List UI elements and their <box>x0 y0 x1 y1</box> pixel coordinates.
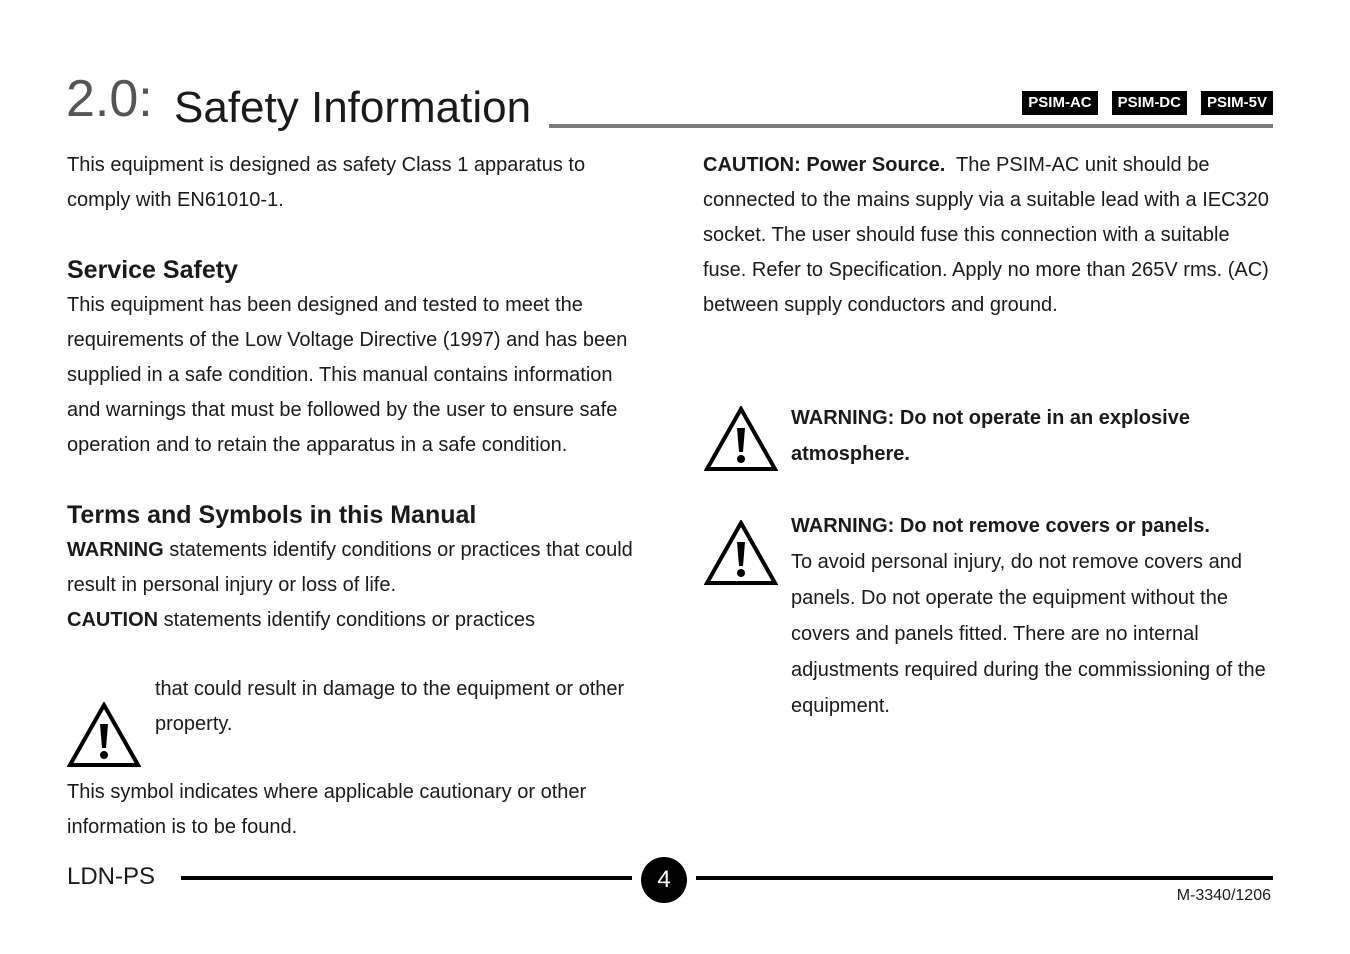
warning-triangle-icon <box>67 702 141 768</box>
badge-psim-5v: PSIM-5V <box>1201 91 1273 115</box>
header-divider <box>549 124 1273 128</box>
power-source-heading: CAUTION: Power Source. <box>703 154 946 176</box>
covers-panels-warning <box>791 508 1281 724</box>
intro-paragraph: This equipment is designed as safety Class 1 apparatus to comply with EN61010-1. <box>67 154 586 211</box>
service-safety-paragraph: This equipment has been designed and tested to meet the requirements of the Low Voltage Directive (1997) and has been supplied in a safe condition. This manual contains information and warnings that must be followed by the user to ensure safe operation and to retain the apparatus in a safe condition. <box>67 294 628 456</box>
warning-definition-text: statements identify conditions or practices that could result in personal injury or loss of life. <box>67 539 633 596</box>
covers-panels-text: To avoid personal injury, do not remove covers and panels. Do not operate the equipment without the covers and panels fitted. There are no internal adjustments required during the commissioning of the equipment. <box>791 551 1266 717</box>
explosive-atmosphere-warning: WARNING: Do not operate in an explosive atmosphere. <box>791 407 1190 465</box>
section-number: 2.0: <box>66 70 153 128</box>
product-name: LDN-PS <box>67 863 156 890</box>
badge-psim-ac: PSIM-AC <box>1022 91 1097 115</box>
caution-definition <box>67 603 637 638</box>
caution-definition-text: statements identify conditions or practices <box>158 609 535 631</box>
left-column <box>67 148 637 638</box>
caution-term: CAUTION <box>67 609 159 631</box>
warning-triangle-icon <box>704 520 778 586</box>
footer-divider <box>181 876 1273 880</box>
covers-panels-heading: WARNING: Do not remove covers or panels. <box>791 515 1210 537</box>
warning-triangle-icon <box>704 406 778 472</box>
warning-term: WARNING <box>67 539 164 561</box>
document-reference: M-3340/1206 <box>1176 887 1271 904</box>
right-column <box>703 148 1273 323</box>
symbol-explanation: This symbol indicates where applicable cautionary or other information is to be found. <box>67 781 587 838</box>
badge-psim-dc: PSIM-DC <box>1112 91 1187 115</box>
caution-definition-continued: that could result in damage to the equipment or other property. <box>155 678 625 735</box>
power-source-paragraph <box>703 148 1273 323</box>
power-source-text: The PSIM-AC unit should be connected to the mains supply via a suitable lead with a IEC320 socket. The user should fuse this connection with a suitable fuse. Refer to Specification. Apply no more than 265V rms. (AC) between supply conductors and ground. <box>703 154 1275 316</box>
warning-definition <box>67 533 637 603</box>
product-badges <box>1022 91 1273 115</box>
terms-heading: Terms and Symbols in this Manual <box>67 501 477 529</box>
service-safety-heading: Service Safety <box>67 256 238 284</box>
page-number: 4 <box>641 857 687 903</box>
page-title: Safety Information <box>174 83 532 132</box>
